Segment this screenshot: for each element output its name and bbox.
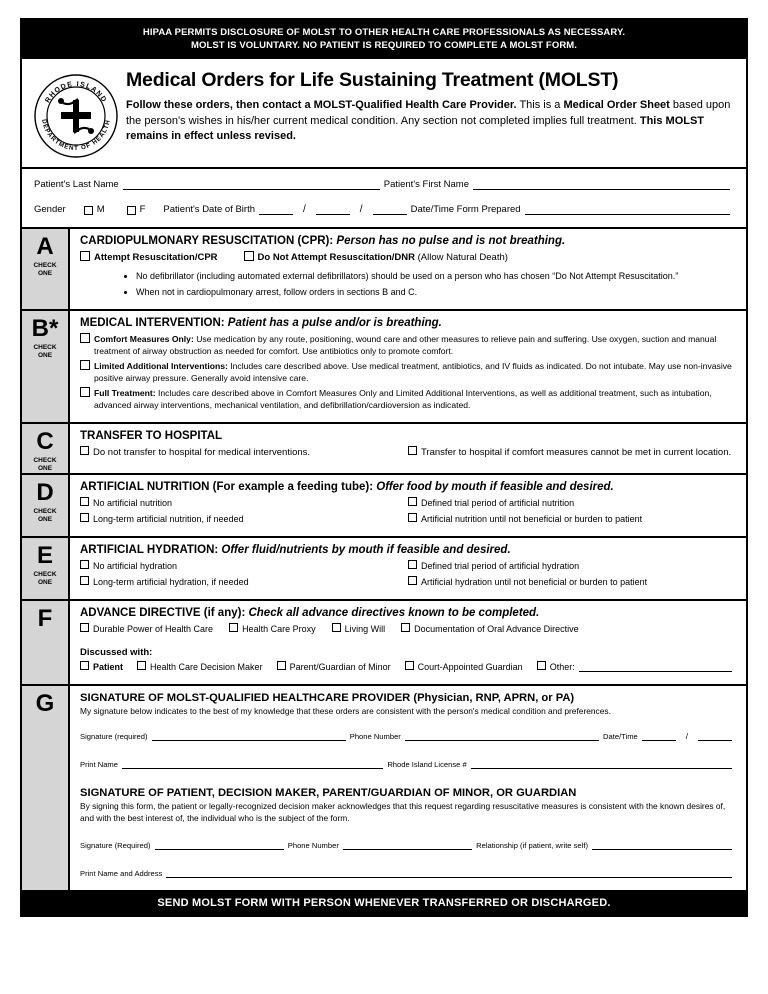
section-a-bullet-2: • When not in cardiopulmonary arrest, follow orders in sections B and C.	[136, 286, 736, 299]
section-c-body	[70, 424, 746, 473]
section-g-body	[70, 686, 746, 890]
patient-demo-row	[34, 204, 734, 215]
section-c-check-one	[22, 457, 68, 473]
dnr-label: Do Not Attempt Resuscitation/DNR	[257, 252, 415, 263]
section-b-letter: B*	[31, 315, 59, 342]
durable-power-checkbox[interactable]	[80, 623, 89, 632]
section-c-heading: TRANSFER TO HOSPITAL	[80, 430, 223, 442]
section-a-options	[80, 251, 736, 267]
discussed-decision-maker-label: Health Care Decision Maker	[150, 661, 263, 672]
provider-signature-input[interactable]	[152, 731, 346, 741]
section-d-check-one	[22, 508, 68, 524]
patient-signature-row	[80, 840, 736, 850]
provider-date-slash-1: /	[685, 732, 689, 741]
no-artificial-nutrition-checkbox[interactable]	[80, 497, 89, 506]
no-artificial-hydration-label: No artificial hydration	[93, 561, 178, 571]
section-e	[22, 538, 746, 601]
section-f-heading-bold: ADVANCE DIRECTIVE (if any):	[80, 607, 246, 619]
oral-advance-directive-checkbox[interactable]	[401, 623, 410, 632]
rhode-island-health-seal-icon	[30, 69, 122, 159]
section-f-option-2[interactable]	[229, 623, 316, 636]
discussed-patient-checkbox[interactable]	[80, 661, 89, 670]
section-a-heading	[80, 235, 736, 247]
section-e-heading-italic: Offer fluid/nutrients by mouth if feasible and desired.	[218, 544, 511, 556]
section-b-heading-italic: Patient has a pulse and/or is breathing.	[224, 317, 442, 329]
provider-print-name-input[interactable]	[122, 759, 383, 769]
subtitle-bold-1: Follow these orders, then contact a MOLST-Qualified Health Care Provider.	[126, 99, 517, 111]
hipaa-banner-line2: MOLST IS VOLUNTARY. NO PATIENT IS REQUIRED TO COMPLETE A MOLST FORM.	[190, 40, 578, 51]
section-a-check-one-l1: CHECK	[33, 262, 57, 269]
dnr-label-rest: (Allow Natural Death)	[414, 252, 508, 263]
first-name-label: Patient's First Name	[383, 179, 469, 190]
subtitle-bold-3: This MOLST remains in effect unless revised.	[126, 114, 705, 142]
comfort-measures-checkbox[interactable]	[80, 333, 90, 343]
discussed-with-label: Discussed with:	[80, 646, 153, 658]
patient-relationship-input[interactable]	[592, 840, 732, 850]
section-f-option-1[interactable]	[80, 623, 213, 636]
section-d-heading	[80, 481, 736, 493]
provider-license-label: Rhode Island License #	[387, 760, 467, 769]
discussed-parent-guardian-label: Parent/Guardian of Minor	[289, 661, 391, 672]
patient-signature-heading: SIGNATURE OF PATIENT, DECISION MAKER, PARENT/GUARDIAN OF MINOR, OR GUARDIAN	[80, 787, 577, 799]
longterm-hydration-label: Long-term artificial hydration, if needed	[93, 576, 249, 587]
trial-hydration-label: Defined trial period of artificial hydration	[421, 561, 580, 571]
provider-license-input[interactable]	[471, 759, 732, 769]
first-name-input[interactable]	[473, 179, 730, 190]
dnr-checkbox[interactable]	[244, 251, 254, 261]
section-a-letter: A	[36, 233, 54, 260]
dob-day-input[interactable]	[316, 204, 350, 215]
longterm-hydration-checkbox[interactable]	[80, 576, 89, 585]
patient-signature-label: Signature (Required)	[80, 841, 151, 850]
provider-datetime-label: Date/Time	[603, 732, 638, 741]
living-will-label: Living Will	[344, 624, 386, 634]
oral-advance-directive-label: Documentation of Oral Advance Directive	[414, 624, 579, 634]
dob-slash-1: /	[303, 204, 306, 215]
section-a-body	[70, 229, 746, 309]
provider-phone-label: Phone Number	[349, 732, 401, 741]
discussed-other-label: Other:	[549, 661, 575, 672]
section-c	[22, 424, 746, 475]
attempt-cpr-checkbox[interactable]	[80, 251, 90, 261]
health-care-proxy-label: Health Care Proxy	[242, 624, 316, 634]
section-a	[22, 229, 746, 311]
section-a-check-one	[22, 262, 68, 278]
discussed-court-guardian-label: Court-Appointed Guardian	[417, 661, 523, 672]
provider-print-name-label: Print Name	[80, 760, 118, 769]
section-g	[22, 686, 746, 892]
section-d-option-2[interactable]	[80, 513, 408, 526]
discussed-with-options	[80, 661, 736, 677]
provider-date-day-input[interactable]	[698, 731, 732, 741]
living-will-checkbox[interactable]	[332, 623, 341, 632]
section-b-heading	[80, 317, 736, 329]
trial-hydration-checkbox[interactable]	[408, 560, 417, 569]
section-d-option-3[interactable]	[408, 497, 736, 510]
full-treatment-label: Full Treatment:	[94, 388, 156, 398]
section-e-letterbox	[22, 538, 70, 599]
limited-interventions-label: Limited Additional Interventions:	[94, 361, 228, 371]
form-container	[20, 18, 748, 917]
section-d-letter: D	[36, 479, 54, 506]
section-a-check-one-l2: ONE	[37, 270, 53, 277]
transfer-comfort-label: Transfer to hospital if comfort measures cannot be met in current location.	[421, 447, 732, 458]
patient-print-name-address-label: Print Name and Address	[80, 869, 163, 878]
no-artificial-nutrition-label: No artificial nutrition	[93, 498, 173, 508]
discussed-court-guardian-checkbox[interactable]	[405, 661, 414, 670]
last-name-input[interactable]	[123, 179, 380, 190]
patient-phone-label: Phone Number	[287, 841, 339, 850]
section-c-letter: C	[36, 428, 54, 455]
svg-text:RHODE ISLAND: RHODE ISLAND	[44, 80, 108, 105]
section-b-letterbox	[22, 311, 70, 422]
section-e-options	[80, 560, 736, 591]
section-d-check-one-l2: ONE	[37, 516, 53, 523]
section-b-check-one	[22, 344, 68, 360]
section-g-letter: G	[35, 690, 55, 717]
patient-relationship-label: Relationship (if patient, write self)	[476, 841, 588, 850]
section-d	[22, 475, 746, 538]
section-f-letterbox	[22, 601, 70, 684]
patient-name-row	[34, 179, 734, 190]
section-b-check-one-l1: CHECK	[33, 344, 57, 351]
nutrition-until-burden-label: Artificial nutrition until not beneficial or burden to patient	[421, 513, 643, 524]
section-d-letterbox	[22, 475, 70, 536]
hydration-until-burden-label: Artificial hydration until not beneficial or burden to patient	[421, 576, 648, 587]
patient-signature-input[interactable]	[155, 840, 284, 850]
patient-info-block	[22, 169, 746, 229]
hipaa-banner-line1: HIPAA PERMITS DISCLOSURE OF MOLST TO OTHER HEALTH CARE PROFESSIONALS AS NECESSARY.	[142, 27, 626, 38]
hipaa-banner	[22, 20, 746, 59]
patient-print-name-address-input[interactable]	[166, 868, 732, 878]
section-f-option-4[interactable]	[401, 623, 579, 636]
section-d-option-1[interactable]	[80, 497, 408, 510]
section-d-options	[80, 497, 736, 528]
form-header	[22, 59, 746, 169]
patient-printname-row	[80, 868, 736, 878]
section-e-heading	[80, 544, 736, 556]
discussed-option-5[interactable]	[537, 661, 736, 674]
dob-label: Patient's Date of Birth	[163, 204, 256, 215]
patient-phone-input[interactable]	[343, 840, 472, 850]
section-f-heading	[80, 607, 736, 619]
health-care-proxy-checkbox[interactable]	[229, 623, 238, 632]
gender-label: Gender	[34, 204, 66, 215]
section-a-bullets	[96, 270, 736, 298]
discussed-option-1[interactable]	[80, 661, 123, 674]
provider-signature-heading-rest: (Physician, RNP, APRN, or PA)	[410, 692, 575, 704]
section-e-letter: E	[36, 542, 53, 569]
no-transfer-label: Do not transfer to hospital for medical interventions.	[93, 447, 311, 458]
provider-signature-heading-bold: SIGNATURE OF MOLST-QUALIFIED HEALTHCARE PROVIDER	[80, 692, 411, 704]
svg-text:DEPARTMENT OF HEALTH: DEPARTMENT OF HEALTH	[40, 118, 112, 153]
limited-interventions-desc: Includes care described above. Use medical treatment, antibiotics, and IV fluids as indicated. Do not intubate. May use non-invasive positive airway pressure. Generally avoid intensive care.	[94, 361, 732, 383]
provider-signature-label: Signature (required)	[80, 732, 148, 741]
section-e-option-3[interactable]	[408, 560, 736, 573]
longterm-nutrition-label: Long-term artificial nutrition, if needed	[93, 513, 244, 524]
section-c-letterbox	[22, 424, 70, 473]
longterm-nutrition-checkbox[interactable]	[80, 513, 89, 522]
section-c-check-one-l1: CHECK	[33, 457, 57, 464]
section-a-letterbox	[22, 229, 70, 309]
section-b	[22, 311, 746, 424]
trial-nutrition-label: Defined trial period of artificial nutrition	[421, 498, 575, 508]
provider-printname-row	[80, 759, 736, 769]
date-prepared-label: Date/Time Form Prepared	[410, 204, 521, 215]
section-b-option-3[interactable]	[80, 387, 736, 411]
full-treatment-checkbox[interactable]	[80, 387, 90, 397]
dob-slash-2: /	[359, 204, 363, 215]
patient-signature-sub: By signing this form, the patient or legally-recognized decision maker acknowledges that this request regarding resuscitative measures is consistent with the known desires of, and with the best interest of, the individual who is the subject of the form.	[80, 801, 726, 823]
section-f-heading-italic: Check all advance directives known to be completed.	[245, 607, 540, 619]
dob-year-input[interactable]	[373, 204, 407, 215]
discussed-patient-label: Patient	[93, 661, 124, 672]
provider-signature-heading	[80, 692, 736, 704]
section-c-option-1[interactable]	[80, 446, 408, 459]
section-a-heading-bold: CARDIOPULMONARY RESUSCITATION (CPR):	[80, 235, 334, 247]
section-f-body	[70, 601, 746, 684]
section-e-check-one	[22, 571, 68, 587]
full-treatment-desc: Includes care described above in Comfort Measures Only and Limited Additional Interventions, as well as additional treatment, such as intubation, advanced airway interventions, mechanical ventilation, and defibrillation/cardioversion as indicated.	[94, 388, 712, 410]
section-b-heading-bold: MEDICAL INTERVENTION:	[80, 317, 225, 329]
section-d-check-one-l1: CHECK	[33, 508, 57, 515]
section-b-check-one-l2: ONE	[37, 352, 53, 359]
provider-date-month-input[interactable]	[642, 731, 676, 741]
provider-phone-input[interactable]	[405, 731, 599, 741]
comfort-measures-label: Comfort Measures Only:	[94, 334, 194, 344]
section-a-option-2[interactable]	[244, 251, 508, 264]
gender-male-label: M	[96, 204, 105, 215]
subtitle-text-1: This is a	[516, 99, 564, 111]
section-b-option-1[interactable]	[80, 333, 736, 357]
section-a-bullet-1: • No defibrillator (including automated external defibrillators) should be used on a person who has chosen “Do Not Attempt Resuscitation.”	[136, 270, 736, 283]
section-f-option-3[interactable]	[332, 623, 386, 636]
section-f	[22, 601, 746, 686]
comfort-measures-desc: Use medication by any route, positioning, wound care and other measures to relieve pain and suffering. Use oxygen, suction and manual treatment of airway obstruction as needed for comfort. Use antibiotics only to promote comfort.	[94, 334, 717, 356]
transfer-comfort-checkbox[interactable]	[408, 446, 417, 455]
discussed-other-input[interactable]	[579, 661, 732, 672]
subtitle-text-2: based upon the person's wishes in his/her current medical condition. Any section not completed implies full treatment.	[126, 99, 731, 127]
section-c-options	[80, 446, 736, 462]
section-d-heading-italic: Offer food by mouth if feasible and desired.	[373, 481, 614, 493]
discussed-decision-maker-checkbox[interactable]	[137, 661, 146, 670]
provider-signature-row	[80, 731, 736, 741]
discussed-parent-guardian-checkbox[interactable]	[277, 661, 286, 670]
section-a-option-1[interactable]	[80, 251, 218, 264]
dob-month-input[interactable]	[259, 204, 293, 215]
section-e-heading-bold: ARTIFICIAL HYDRATION:	[80, 544, 219, 556]
section-e-option-2[interactable]	[80, 576, 408, 589]
no-artificial-hydration-checkbox[interactable]	[80, 560, 89, 569]
header-text-block	[122, 69, 736, 159]
section-e-option-1[interactable]	[80, 560, 408, 573]
provider-signature-sub: My signature below indicates to the best of my knowledge that these orders are consistent with the person's medical condition and preferences.	[80, 706, 611, 716]
footer-banner: SEND MOLST FORM WITH PERSON WHENEVER TRANSFERRED OR DISCHARGED.	[22, 892, 746, 915]
subtitle-bold-2: Medical Order Sheet	[563, 99, 670, 111]
section-a-heading-italic: Person has no pulse and is not breathing.	[333, 235, 566, 247]
nutrition-until-burden-checkbox[interactable]	[408, 513, 417, 522]
section-g-letterbox	[22, 686, 70, 890]
section-f-directive-options	[80, 623, 736, 639]
gender-male-checkbox[interactable]	[84, 206, 93, 215]
section-c-option-2[interactable]	[408, 446, 736, 459]
attempt-cpr-label: Attempt Resuscitation/CPR	[94, 252, 218, 263]
last-name-label: Patient's Last Name	[34, 179, 119, 190]
no-transfer-checkbox[interactable]	[80, 446, 89, 455]
section-d-body	[70, 475, 746, 536]
section-e-option-4[interactable]	[408, 576, 736, 589]
gender-female-label: F	[139, 204, 146, 215]
section-d-heading-bold: ARTIFICIAL NUTRITION (For example a feeding tube):	[80, 481, 374, 493]
header-subtitle	[126, 98, 736, 145]
section-c-check-one-l2: ONE	[37, 465, 53, 472]
section-e-check-one-l2: ONE	[37, 579, 53, 586]
trial-nutrition-checkbox[interactable]	[408, 497, 417, 506]
discussed-option-2[interactable]	[137, 661, 263, 674]
durable-power-label: Durable Power of Health Care	[93, 624, 214, 634]
discussed-option-4[interactable]	[405, 661, 523, 674]
gender-female-checkbox[interactable]	[127, 206, 136, 215]
limited-interventions-checkbox[interactable]	[80, 360, 90, 370]
section-b-body	[70, 311, 746, 422]
page-title: Medical Orders for Life Sustaining Treatment (MOLST)	[126, 69, 619, 91]
discussed-other-checkbox[interactable]	[537, 661, 546, 670]
section-e-check-one-l1: CHECK	[33, 571, 57, 578]
section-d-option-4[interactable]	[408, 513, 736, 526]
hydration-until-burden-checkbox[interactable]	[408, 576, 417, 585]
date-prepared-input[interactable]	[525, 204, 730, 215]
discussed-option-3[interactable]	[277, 661, 391, 674]
section-e-body	[70, 538, 746, 599]
section-f-letter: F	[37, 605, 53, 632]
section-b-option-2[interactable]	[80, 360, 736, 384]
